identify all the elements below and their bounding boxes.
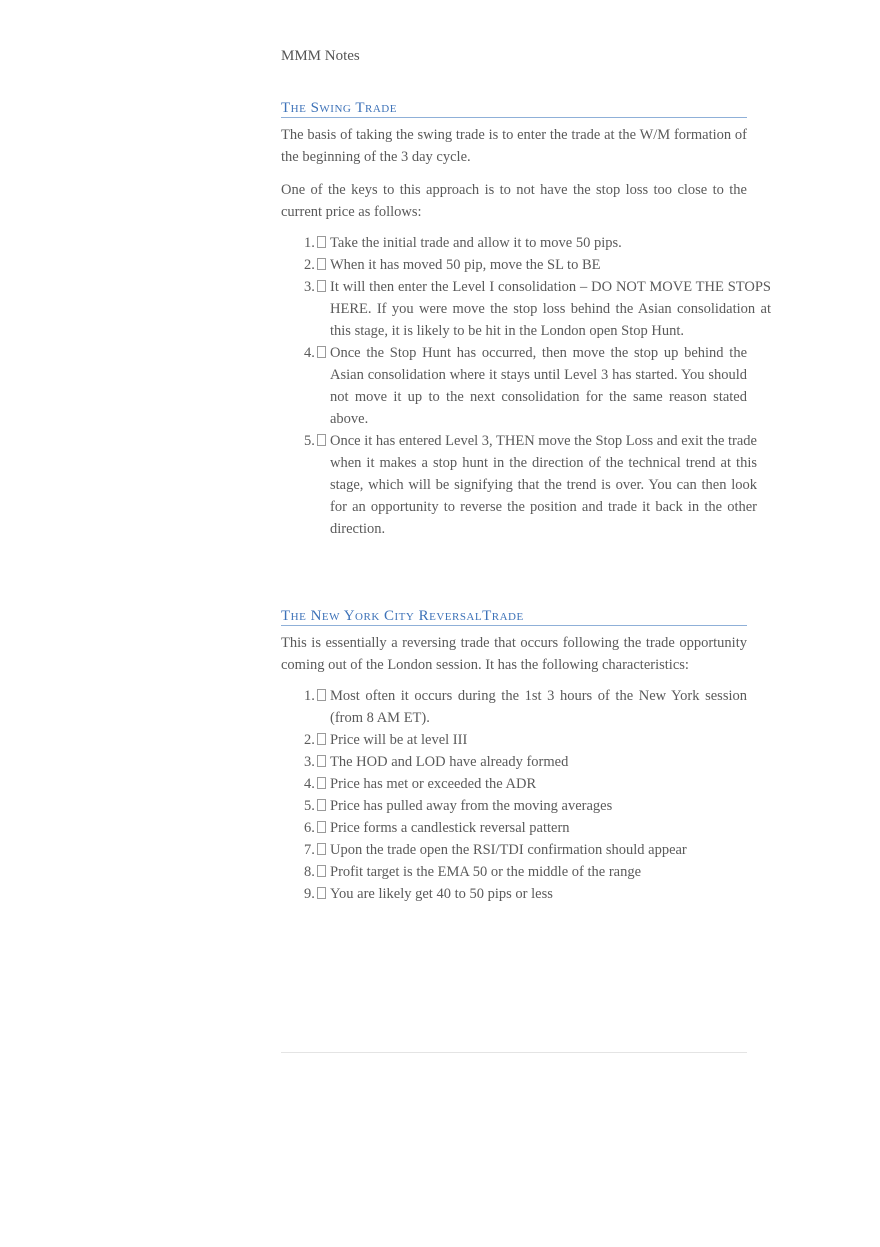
swing-trade-list (281, 232, 771, 540)
list-item-text: Most often it occurs during the 1st 3 hours of the New York session (from 8 AM ET). (330, 688, 747, 726)
list-item (281, 861, 747, 883)
list-item (281, 817, 747, 839)
nyc-reversal-trade-section (281, 608, 747, 905)
list-number: 5. (304, 430, 326, 452)
bullet-box-icon (317, 755, 326, 767)
nyc-reversal-trade-list (281, 685, 747, 905)
bullet-box-icon (317, 346, 326, 358)
bullet-box-icon (317, 236, 326, 248)
section-title-nyc-reversal-trade: The New York City ReversalTrade (281, 608, 747, 626)
paragraph: One of the keys to this approach is to not have the stop loss too close to the current price as follows: (281, 182, 747, 220)
list-item-text: It will then enter the Level I consolidation – DO NOT MOVE THE STOPS HERE. If you were move the stop loss behind the Asian consolidation at this stage, it is likely to be hit in the London open Stop Hunt. (330, 279, 771, 339)
list-item (281, 254, 747, 276)
list-item-text: When it has moved 50 pip, move the SL to BE (330, 257, 601, 273)
bullet-box-icon (317, 843, 326, 855)
bullet-box-icon (317, 887, 326, 899)
list-item (281, 795, 747, 817)
bullet-box-icon (317, 434, 326, 446)
list-item-text: Price will be at level III (330, 732, 468, 748)
paragraph: The basis of taking the swing trade is to enter the trade at the W/M formation of the beginning of the 3 day cycle. (281, 127, 747, 165)
list-item-text: Take the initial trade and allow it to move 50 pips. (330, 235, 622, 251)
list-item-text: The HOD and LOD have already formed (330, 754, 569, 770)
list-number: 1. (304, 232, 326, 254)
list-item (281, 685, 747, 729)
bullet-box-icon (317, 733, 326, 745)
list-item (281, 430, 757, 540)
swing-trade-section (281, 100, 771, 540)
list-item-text: Price forms a candlestick reversal pattern (330, 820, 570, 836)
list-item (281, 729, 747, 751)
list-number: 9. (304, 883, 326, 905)
list-number: 2. (304, 254, 326, 276)
list-item (281, 751, 747, 773)
list-item (281, 773, 747, 795)
list-item (281, 342, 747, 430)
section-title-swing-trade: The Swing Trade (281, 100, 747, 118)
list-number: 3. (304, 276, 326, 298)
bullet-box-icon (317, 280, 326, 292)
paragraph: This is essentially a reversing trade that occurs following the trade opportunity coming out of the London session. It has the following characteristics: (281, 635, 747, 673)
bullet-box-icon (317, 689, 326, 701)
list-item-text: Upon the trade open the RSI/TDI confirmation should appear (330, 842, 687, 858)
list-item (281, 839, 747, 861)
bullet-box-icon (317, 777, 326, 789)
bullet-box-icon (317, 258, 326, 270)
list-item-text: Once it has entered Level 3, THEN move the Stop Loss and exit the trade when it makes a stop hunt in the direction of the technical trend at this stage, which will be signifying that the trend is over. You can then look for an opportunity to reverse the position and trade it back in the other direction. (330, 433, 757, 537)
list-number: 7. (304, 839, 326, 861)
list-number: 3. (304, 751, 326, 773)
list-item-text: Price has pulled away from the moving averages (330, 798, 613, 814)
list-number: 8. (304, 861, 326, 883)
bullet-box-icon (317, 821, 326, 833)
list-number: 4. (304, 773, 326, 795)
list-number: 4. (304, 342, 326, 364)
list-item (281, 276, 771, 342)
footer-divider (281, 1052, 747, 1053)
bullet-box-icon (317, 865, 326, 877)
list-number: 1. (304, 685, 326, 707)
list-item-text: Price has met or exceeded the ADR (330, 776, 537, 792)
page-header: MMM Notes (281, 48, 360, 64)
list-item (281, 232, 747, 254)
list-item (281, 883, 747, 905)
bullet-box-icon (317, 799, 326, 811)
list-item-text: Once the Stop Hunt has occurred, then move the stop up behind the Asian consolidation where it stays until Level 3 has started. You should not move it up to the next consolidation for the same reason stated above. (330, 345, 747, 427)
list-number: 5. (304, 795, 326, 817)
list-item-text: You are likely get 40 to 50 pips or less (330, 886, 553, 902)
list-item-text: Profit target is the EMA 50 or the middle of the range (330, 864, 642, 880)
list-number: 2. (304, 729, 326, 751)
list-number: 6. (304, 817, 326, 839)
